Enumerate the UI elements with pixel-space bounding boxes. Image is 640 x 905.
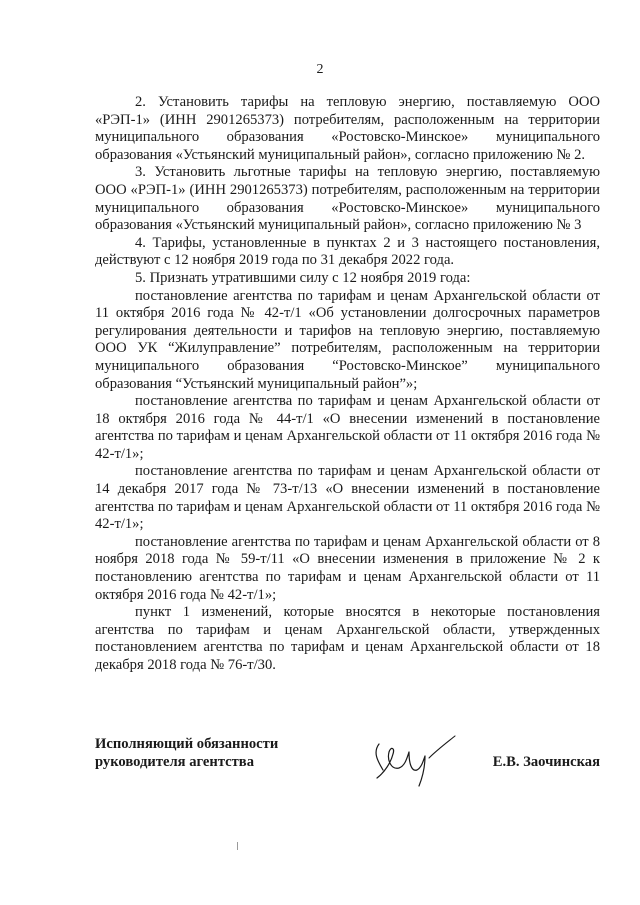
paragraph-item-3: 3. Установить льготные тарифы на тепловую энергию, поставляемую ООО «РЭП-1» (ИНН 2901265373) потребителям, расположенным на территории муниципального образования «Ростовско-Минское» муниципального образования «Устьянский муниципальный район», согласно приложению № 3 [95, 164, 600, 234]
signatory-position [95, 736, 278, 771]
handwritten-signature [363, 722, 483, 794]
paragraph-item-2: 2. Установить тарифы на тепловую энергию, поставляемую ООО «РЭП-1» (ИНН 2901265373) потребителям, расположенным на территории муниципального образования «Ростовско-Минское» муниципального образования «Устьянский муниципальный район», согласно приложению № 2. [95, 94, 600, 163]
repealed-act-1: постановление агентства по тарифам и ценам Архангельской области от 11 октября 2016 года № 42-т/1 «Об установлении долгосрочных параметров регулирования деятельности и тарифов на тепловую энергию, поставляемую ООО УК “Жилуправление” потребителям, расположенным на территории муниципального образования “Ростовско-Минское” муниципального образования “Устьянский муниципальный район”»; [95, 287, 600, 392]
document-body [95, 94, 600, 675]
paragraph-item-4: 4. Тарифы, установленные в пунктах 2 и 3 настоящего постановления, действуют с 12 ноября 2019 года по 31 декабря 2022 года. [95, 234, 600, 269]
paragraph-item-5: 5. Признать утратившими силу с 12 ноября 2019 года: [135, 269, 471, 286]
signatory-position-line-2: руководителя агентства [95, 753, 254, 770]
page-number: 2 [316, 62, 324, 77]
scan-artifact [237, 842, 238, 850]
repealed-act-5: пункт 1 изменений, которые вносятся в некоторые постановления агентства по тарифам и ценам Архангельской области, утвержденных постановлением агентства по тарифам и ценам Архангельской области от 18 декабря 2018 года № 76-т/30. [95, 604, 600, 673]
repealed-act-3: постановление агентства по тарифам и ценам Архангельской области от 14 декабря 2017 года № 73-т/13 «О внесении изменений в постановление агентства по тарифам и ценам Архангельской области от 11 октября 2016 года № 42-т/1»; [95, 463, 600, 533]
signatory-name: Е.В. Заочинская [492, 753, 600, 770]
repealed-act-4: постановление агентства по тарифам и ценам Архангельской области от 8 ноября 2018 года № 59-т/11 «О внесении изменения в приложение № 2 к постановлению агентства по тарифам и ценам Архангельской области от 11 октября 2016 года № 42-т/1»; [95, 533, 600, 603]
repealed-act-2: постановление агентства по тарифам и ценам Архангельской области от 18 октября 2016 года № 44-т/1 «О внесении изменений в постановление агентства по тарифам и ценам Архангельской области от 11 октября 2016 года № 42-т/1»; [95, 393, 600, 462]
signature-block [95, 736, 600, 796]
signatory-position-line-1: Исполняющий обязанности [95, 736, 279, 752]
